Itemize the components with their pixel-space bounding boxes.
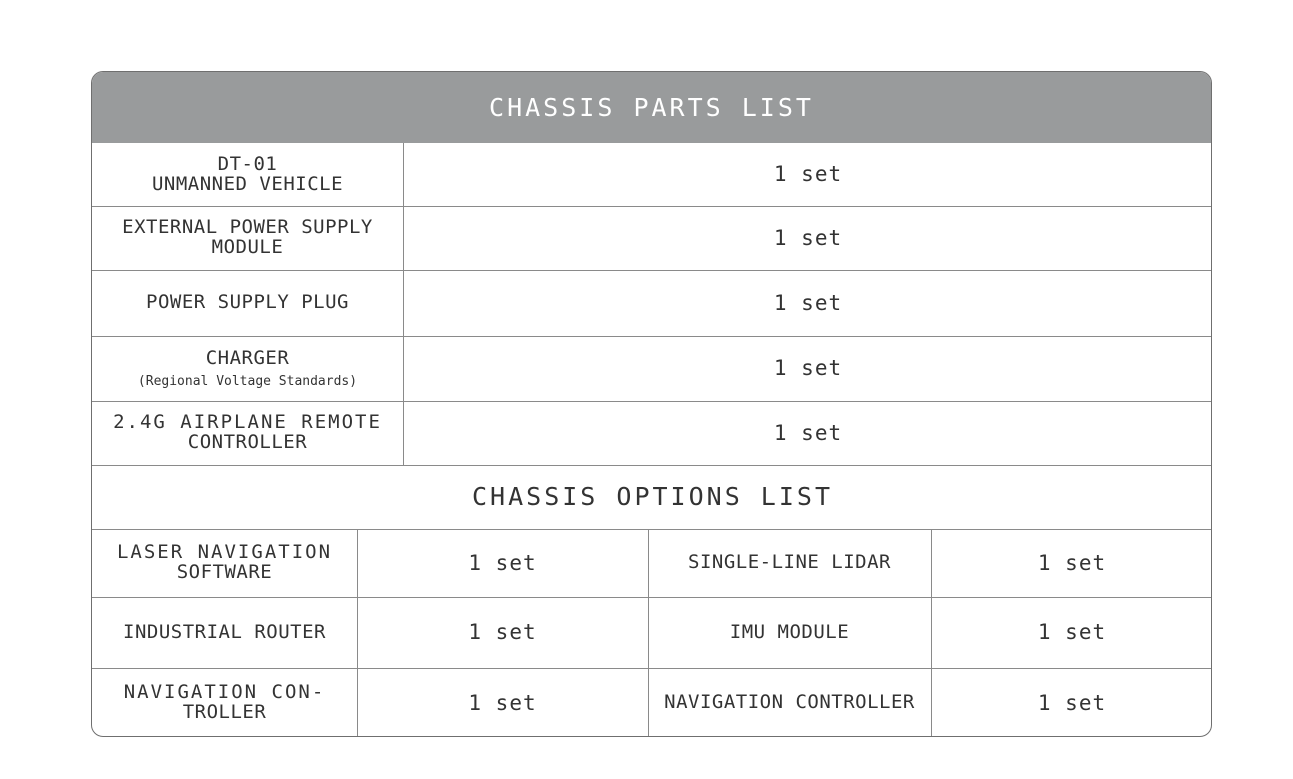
parts-list-header [92,72,1211,143]
option-item-name [648,668,931,737]
parts-item-name [92,143,403,206]
parts-item-qty-value: 1 set [773,290,843,315]
option-item-name [648,529,931,597]
parts-item-qty-value: 1 set [773,162,843,187]
option-item-qty [931,597,1212,668]
parts-item-qty [403,401,1212,465]
parts-list-title: CHASSIS PARTS LIST [489,93,814,122]
parts-item-line2: CONTROLLER [187,431,308,453]
option-item-qty-value: 1 set [1037,620,1107,645]
option-item-line2: SOFTWARE [176,561,273,583]
parts-item-qty [403,143,1212,206]
parts-item-name [92,401,403,465]
parts-item-qty-value: 1 set [773,356,843,381]
parts-item-line1: CHARGER [205,346,290,369]
parts-item-qty [403,336,1212,401]
option-item-qty [931,529,1212,597]
option-item-qty-value: 1 set [1037,690,1107,715]
options-list-title: CHASSIS OPTIONS LIST [471,481,834,511]
parts-item-line1: DT-01 [217,152,278,175]
option-item-qty [357,668,648,737]
parts-item-qty [403,206,1212,270]
parts-item-name [92,206,403,270]
option-item-line1: NAVIGATION CON- [123,681,326,704]
option-item-qty [357,529,648,597]
parts-item-line2: MODULE [211,236,284,258]
chassis-parts-table [91,71,1212,737]
option-item-line1: INDUSTRIAL ROUTER [123,620,326,643]
option-item-qty-value: 1 set [468,550,537,575]
parts-item-qty [403,270,1212,336]
option-item-qty-value: 1 set [468,690,537,715]
parts-item-qty-value: 1 set [773,420,843,445]
option-item-line1: LASER NAVIGATION [116,541,333,564]
option-item-qty [357,597,648,668]
parts-item-qty-value: 1 set [773,225,843,250]
option-item-name [648,597,931,668]
option-item-name [92,597,357,668]
parts-item-line1: POWER SUPPLY PLUG [146,291,349,314]
option-item-line1: SINGLE-LINE LIDAR [688,551,891,574]
option-item-qty [931,668,1212,737]
option-item-qty-value: 1 set [468,620,537,645]
option-item-line1: NAVIGATION CONTROLLER [664,691,915,714]
parts-item-line1: 2.4G AIRPLANE REMOTE [113,411,382,434]
parts-item-line2: UNMANNED VEHICLE [151,172,344,195]
option-item-line1: IMU MODULE [729,620,850,643]
option-item-qty-value: 1 set [1037,550,1107,575]
option-item-name [92,668,357,737]
parts-item-name [92,270,403,336]
option-item-line2: TROLLER [182,701,267,723]
parts-item-name [92,336,403,401]
parts-item-note: (Regional Voltage Standards) [137,373,358,389]
option-item-name [92,529,357,597]
options-list-header [92,465,1212,529]
parts-item-line1: EXTERNAL POWER SUPPLY [122,216,373,239]
